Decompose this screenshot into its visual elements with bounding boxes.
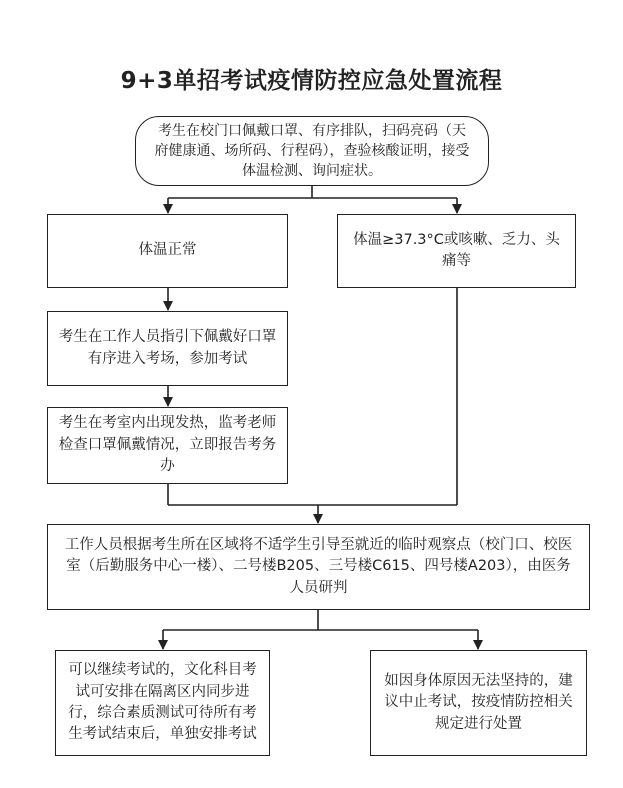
continue-exam-text: 可以继续考试的，文化科目考试可安排在隔离区内同步进行，综合素质测试可待所有考生考试结束后，单独安排考试 — [68, 662, 257, 743]
exam-room-fever-text: 考生在考室内出现发热，监考老师检查口罩佩戴情况，立即报告考务办 — [58, 415, 277, 475]
stop-exam-text: 如因身体原因无法坚持的，建议中止考试，按疫情防控相关规定进行处置 — [384, 672, 573, 732]
normal-temperature-text: 体温正常 — [138, 242, 197, 259]
flowchart-title: 9+3单招考试疫情防控应急处置流程 — [120, 68, 503, 94]
start-node-text: 考生在校门口佩戴口罩、有序排队，扫码亮码（天府健康通、场所码、行程码），查验核酸证明，接受体温检测、询问症状。 — [154, 122, 470, 180]
enter-exam-text: 考生在工作人员指引下佩戴好口罩有序进入考场，参加考试 — [58, 329, 277, 367]
observation-point-text: 工作人员根据考生所在区域将不适学生引导至就近的临时观察点（校门口、校医室（后勤服务中心一楼）、二号楼B205、三号楼C615、四号楼A203），由医务人员研判 — [64, 536, 573, 596]
fever-symptom-text: 体温≥37.3°C或咳嗽、乏力、头痛等 — [353, 231, 560, 269]
